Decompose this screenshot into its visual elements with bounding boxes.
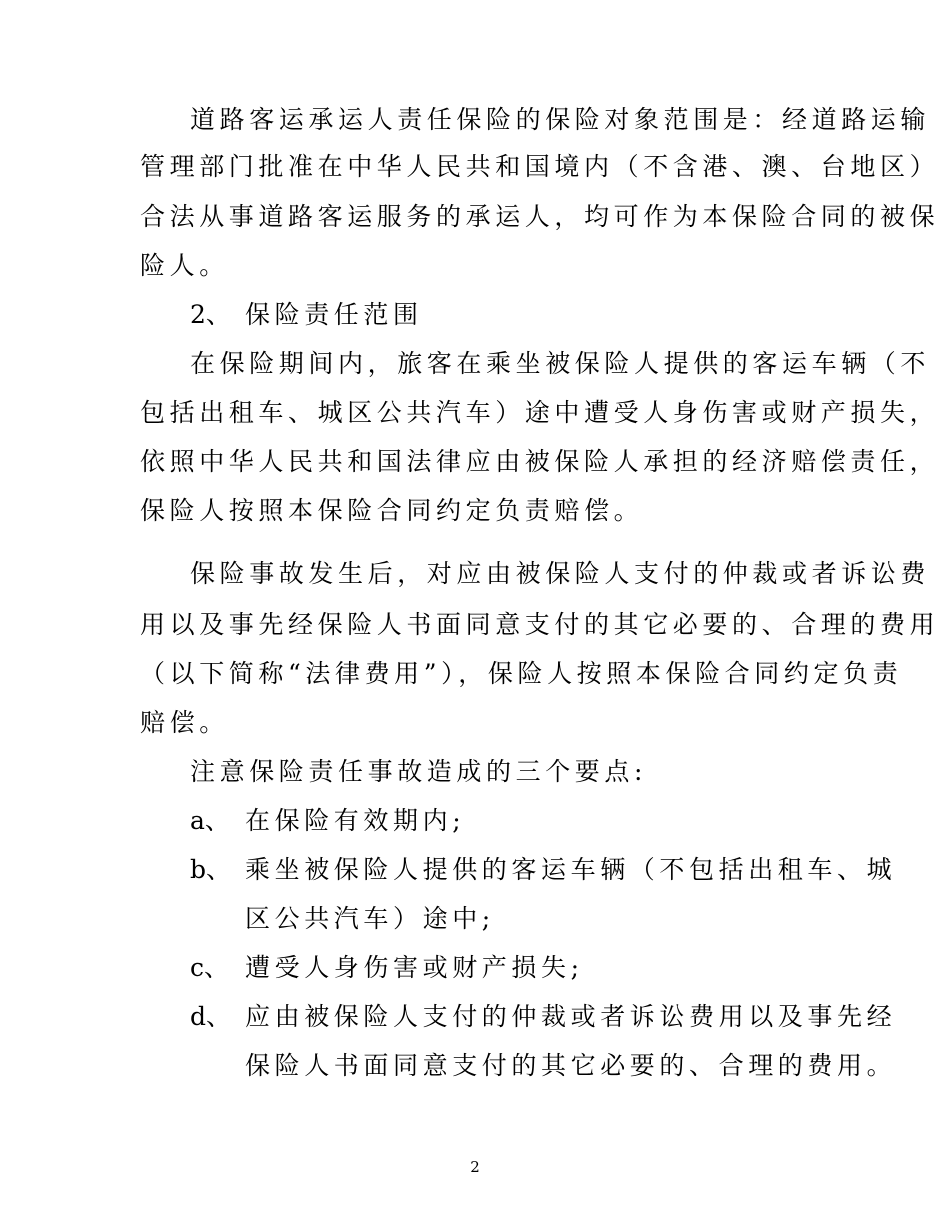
paragraph-2-line-3: 依照中华人民共和国法律应由被保险人承担的经济赔偿责任， <box>140 447 940 476</box>
point-b-marker: b、 <box>190 855 232 884</box>
point-b-text-line-1: 乘坐被保险人提供的客运车辆（不包括出租车、城 <box>245 855 897 884</box>
point-a-text: 在保险有效期内; <box>245 806 466 835</box>
section-heading: 保险责任范围 <box>245 300 423 329</box>
point-b-text-line-2: 区公共汽车）途中; <box>245 904 495 933</box>
point-c-text: 遭受人身伤害或财产损失; <box>245 953 584 982</box>
paragraph-3-line-1: 保险事故发生后，对应由被保险人支付的仲裁或者诉讼费 <box>190 559 931 588</box>
paragraph-3-line-4: 赔偿。 <box>140 708 229 737</box>
note-intro: 注意保险责任事故造成的三个要点: <box>190 757 648 786</box>
paragraph-1-line-2: 管理部门批准在中华人民共和国境内（不含港、澳、台地区） <box>140 152 940 181</box>
point-d-text-line-1: 应由被保险人支付的仲裁或者诉讼费用以及事先经 <box>245 1002 897 1031</box>
page-number: 2 <box>470 1158 480 1176</box>
paragraph-1-line-1: 道路客运承运人责任保险的保险对象范围是：经道路运输 <box>190 105 931 134</box>
paragraph-1-line-3: 合法从事道路客运服务的承运人，均可作为本保险合同的被保 <box>140 202 940 231</box>
paragraph-2-line-2: 包括出租车、城区公共汽车）途中遭受人身伤害或财产损失， <box>140 398 940 427</box>
point-d-text-line-2: 保险人书面同意支付的其它必要的、合理的费用。 <box>245 1051 897 1080</box>
paragraph-2-line-4: 保险人按照本保险合同约定负责赔偿。 <box>140 496 644 525</box>
paragraph-1-line-4: 险人。 <box>140 251 229 280</box>
point-a-marker: a、 <box>190 806 230 835</box>
point-d-marker: d、 <box>190 1002 232 1031</box>
section-number: 2、 <box>190 300 231 329</box>
paragraph-3-line-3: （以下简称“法律费用”），保险人按照本保险合同约定负责 <box>140 659 903 688</box>
paragraph-2-line-1: 在保险期间内，旅客在乘坐被保险人提供的客运车辆（不 <box>190 349 931 378</box>
paragraph-3-line-2: 用以及事先经保险人书面同意支付的其它必要的、合理的费用 <box>140 610 940 639</box>
point-c-marker: c、 <box>190 953 230 982</box>
